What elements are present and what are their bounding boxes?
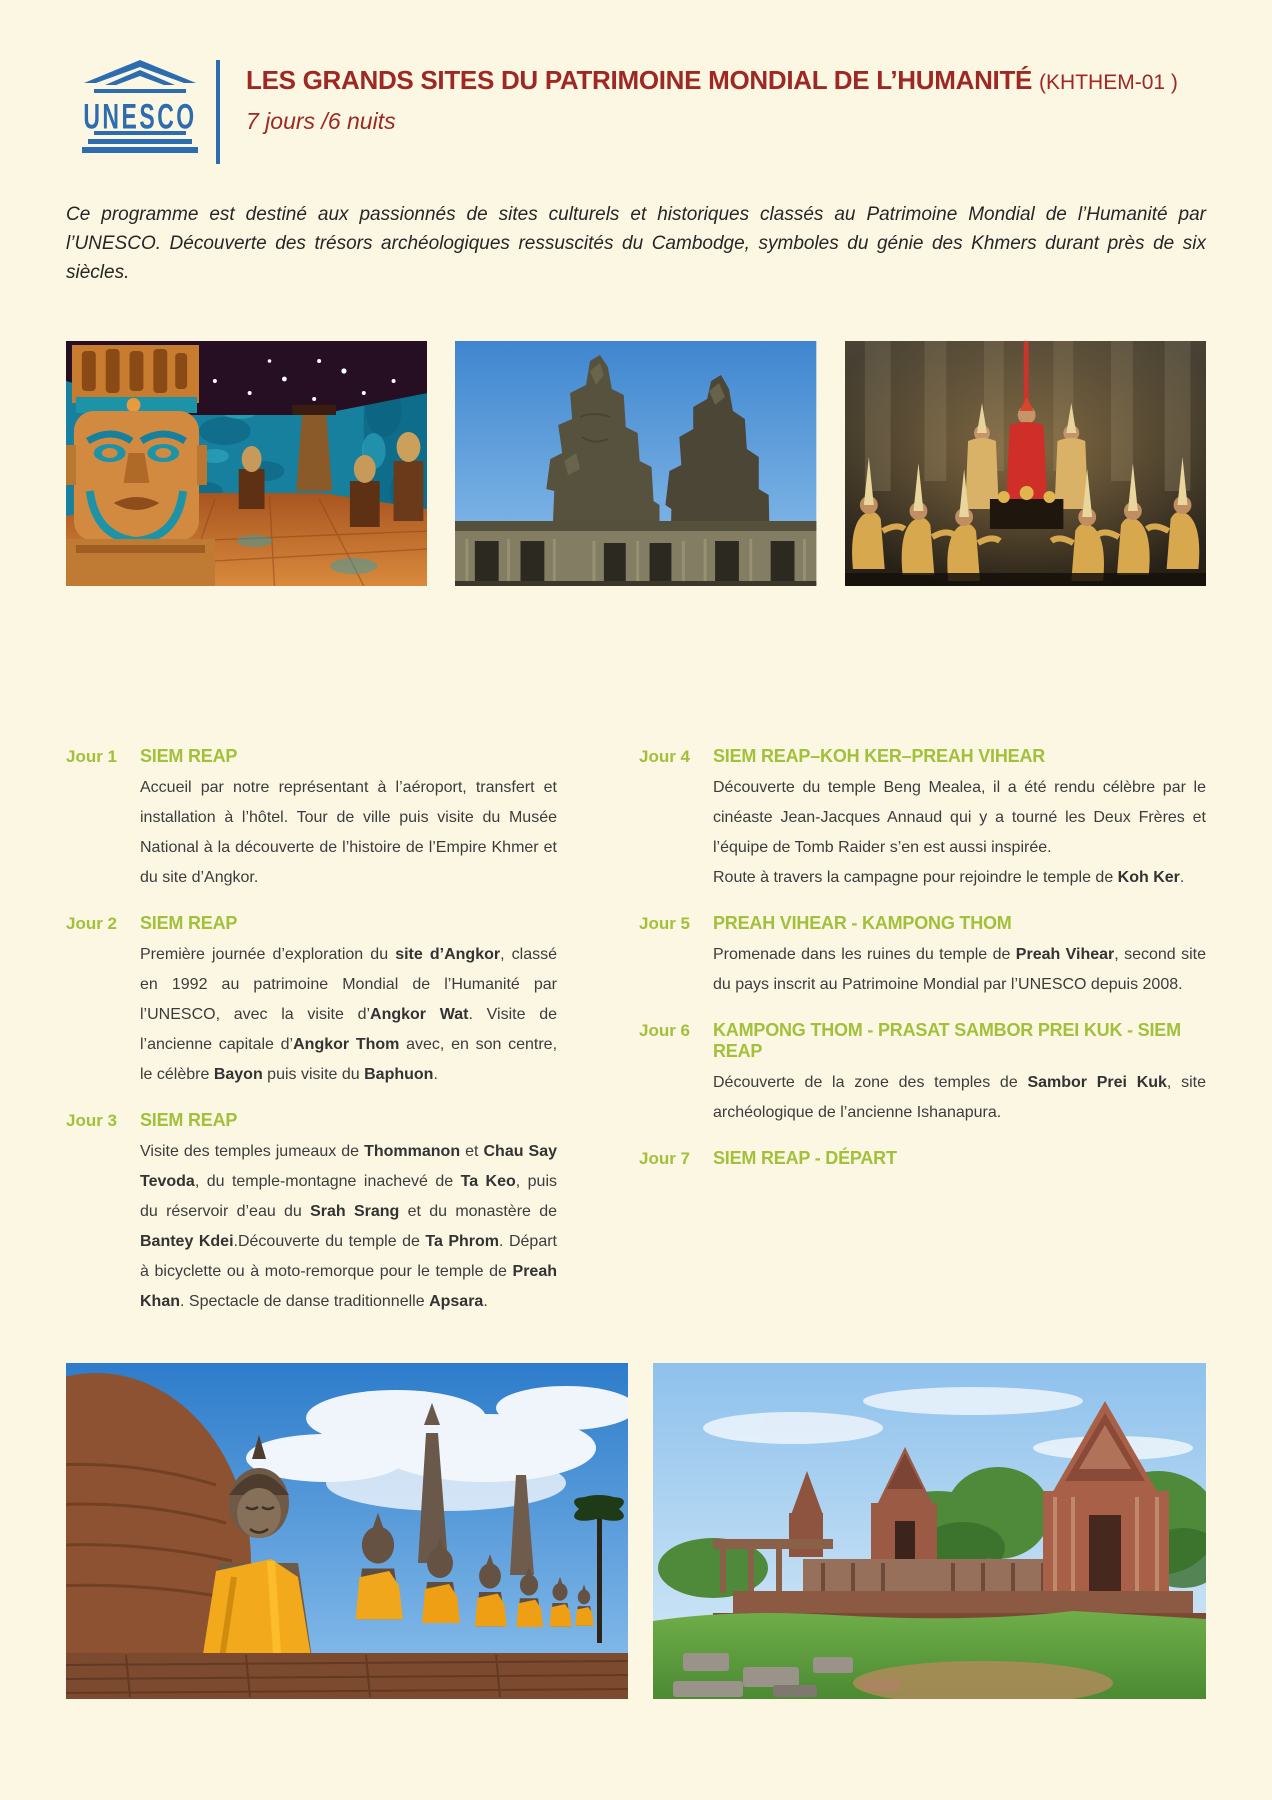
day-paragraph: Première journée d’exploration du site d’Angkor, classé en 1992 au patrimoine Mondial de l’Humanité par l’UNESCO, avec la visite d’Angkor Wat. Visite de l’ancienne capitale d’Angkor Thom avec, en son centre, le célèbre Bayon puis visite du Baphuon.: [140, 946, 558, 1083]
day-label: Jour 1: [66, 747, 118, 766]
day-label: Jour 4: [639, 747, 691, 766]
unesco-logo-icon: [80, 58, 200, 159]
day-paragraph: Visite des temples jumeaux de Thommanon et Chau Say Tevoda, du temple-montagne inachevé de Ta Keo, puis du réservoir d’eau du Srah Srang et du monastère de Bantey Kdei.Découverte du temple de Ta Phrom. Départ à bicyclette ou à moto-remorque pour le temple de Preah Khan. Spectacle de danse traditionnelle Apsara.: [140, 1143, 558, 1310]
day-label: Jour 5: [639, 914, 691, 933]
itinerary-day: [639, 913, 1206, 1000]
header-titles: [246, 58, 1178, 135]
program-code: (KHTHEM-01 ): [1039, 71, 1178, 94]
day-label: Jour 7: [639, 1149, 691, 1168]
photo-row-top: [66, 341, 1206, 586]
day-label: Jour 2: [66, 914, 118, 933]
day-paragraph: Promenade dans les ruines du temple de Preah Vihear, second site du pays inscrit au Patrimoine Mondial par l’UNESCO depuis 2008.: [713, 946, 1206, 993]
day-heading: KAMPONG THOM - PRASAT SAMBOR PREI KUK - SIEM REAP: [713, 1020, 1181, 1061]
unesco-logo-text: UNESCO: [83, 97, 197, 138]
day-heading: SIEM REAP: [140, 913, 238, 933]
day-content: [713, 1020, 1206, 1128]
day-heading: PREAH VIHEAR - KAMPONG THOM: [713, 913, 1012, 933]
apsara-dance-photo: [845, 341, 1206, 586]
day-content: [713, 913, 1206, 1000]
itinerary-day: [639, 1148, 1206, 1175]
intro-paragraph: Ce programme est destiné aux passionnés de sites culturels et historiques classés au Patrimoine Mondial de l’Humanité par l’UNESCO. Découverte des trésors archéologiques ressuscités du Cambodge, symboles du génie des Khmers durant près de six siècles.: [66, 204, 1206, 283]
day-content: [713, 746, 1206, 893]
itinerary-column-left: [66, 746, 557, 1337]
day-label: Jour 6: [639, 1021, 691, 1040]
day-heading: SIEM REAP–KOH KER–PREAH VIHEAR: [713, 746, 1046, 766]
duration-subtitle: 7 jours /6 nuits: [246, 107, 396, 134]
itinerary: [66, 746, 1206, 1337]
buddha-statues-photo: [66, 1363, 628, 1699]
day-paragraph: Accueil par notre représentant à l’aéroport, transfert et installation à l’hôtel. Tour de ville puis visite du Musée National à la découverte de l’histoire de l’Empire Khmer et du site d’Angkor.: [140, 779, 557, 886]
itinerary-day: [66, 746, 557, 893]
header: [80, 58, 1206, 164]
museum-gallery-photo: [66, 341, 427, 586]
itinerary-day: [66, 913, 557, 1090]
day-paragraph: Route à travers la campagne pour rejoindre le temple de Koh Ker.: [713, 869, 1185, 886]
day-content: [140, 1110, 557, 1317]
page-title-text: LES GRANDS SITES DU PATRIMOINE MONDIAL DE L’HUMANITÉ: [246, 65, 1033, 95]
day-paragraph: Découverte du temple Beng Mealea, il a été rendu célèbre par le cinéaste Jean-Jacques Annaud qui y a tourné les Deux Frères et l’équipe de Tomb Raider s’en est aussi inspirée.: [713, 779, 1206, 856]
page-title: [246, 66, 1178, 96]
day-paragraph: Découverte de la zone des temples de Sambor Prei Kuk, site archéologique de l’ancienne Ishanapura.: [713, 1074, 1206, 1121]
header-divider: [216, 60, 220, 164]
bayon-temple-photo: [455, 341, 816, 586]
day-content: [140, 913, 557, 1090]
itinerary-column-right: [639, 746, 1206, 1337]
day-content: [713, 1148, 1206, 1175]
day-heading: SIEM REAP: [140, 746, 238, 766]
photo-row-bottom: [66, 1363, 1206, 1699]
itinerary-day: [66, 1110, 557, 1317]
itinerary-day: [639, 1020, 1206, 1128]
day-heading: SIEM REAP: [140, 1110, 238, 1130]
day-label: Jour 3: [66, 1111, 118, 1130]
day-content: [140, 746, 557, 893]
day-heading: SIEM REAP - DÉPART: [713, 1148, 897, 1168]
preah-vihear-photo: [653, 1363, 1206, 1699]
itinerary-day: [639, 746, 1206, 893]
